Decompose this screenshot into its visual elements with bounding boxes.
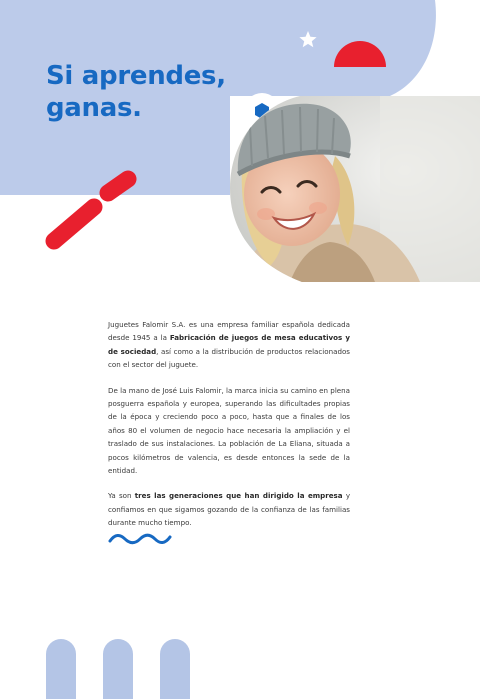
paragraph-generations	[108, 489, 350, 529]
headline-line-2: ganas.	[46, 93, 142, 123]
red-semicircle-icon	[332, 40, 388, 68]
paragraph-intro-text: Juguetes Falomir S.A. es una empresa familiar española dedicada desde 1945 a la	[108, 320, 350, 343]
headline-line-1: Si aprendes,	[46, 61, 226, 91]
child-photo	[230, 96, 480, 282]
wave-divider-icon	[108, 532, 172, 546]
paragraph-intro-highlight: Fabricación de juegos de mesa educativos y de sociedad	[108, 333, 350, 356]
red-stroke-shapes-icon	[40, 165, 140, 255]
bottom-pill-1	[46, 639, 76, 699]
paragraph-generations-text: Ya son	[108, 491, 135, 501]
page-headline	[46, 60, 226, 124]
paragraph-history: De la mano de José Luis Falomir, la marca inicia su camino en plena posguerra española y europea, superando las dificultades propias de la época y creciendo poco a poco, hasta que a finales de los años 80 el volumen de negocio hace necesaria la ampliación y el traslado de sus instalaciones. La población de La Eliana, situada a pocos kilómetros de valencia, es desde entonces la sede de la entidad.	[108, 385, 350, 476]
bottom-pill-2	[103, 639, 133, 699]
paragraph-generations-text-end: y confiamos en que sigamos gozando de la confianza de las familias durante mucho tiempo.	[108, 491, 351, 528]
paragraph-intro-text-end: , así como a la distribución de productos relacionados con el sector del juguete.	[108, 346, 350, 370]
paragraph-generations-highlight: tres las generaciones que han dirigido la empresa	[134, 491, 343, 501]
body-text	[108, 318, 350, 542]
bottom-pill-3	[160, 639, 190, 699]
star-icon	[298, 30, 318, 48]
paragraph-intro	[108, 318, 350, 372]
